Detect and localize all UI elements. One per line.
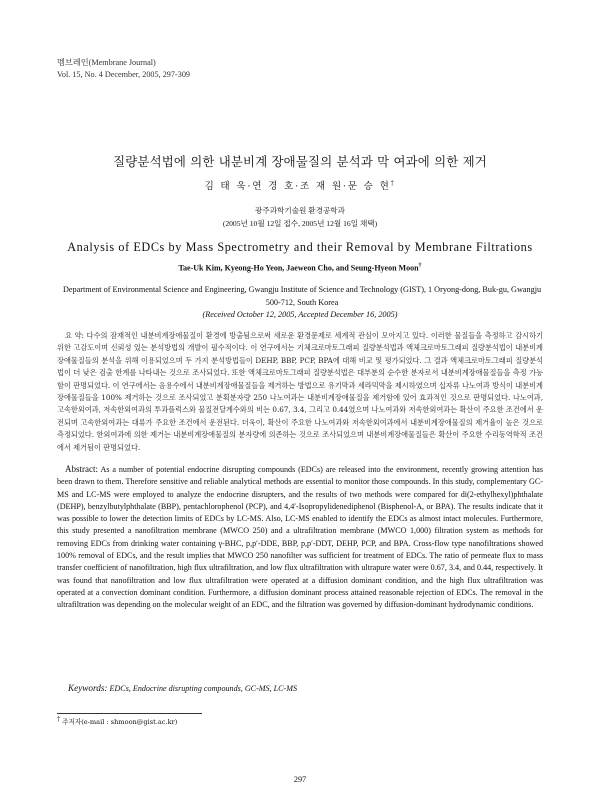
korean-author-names: 김 태 욱·연 경 호·조 재 원·문 승 현 [204, 181, 391, 192]
korean-abstract [57, 330, 543, 454]
page-number: 297 [293, 775, 307, 784]
korean-title: 질량분석법에 의한 내분비계 장애물질의 분석과 막 여과에 의한 제거 [113, 154, 487, 169]
english-authors [0, 263, 600, 273]
korean-abstract-label: 요 약: [65, 331, 84, 340]
korean-authors [0, 178, 600, 192]
keywords [68, 683, 297, 693]
korean-abstract-text: 다수의 잠재적인 내분비계장애물질이 환경에 방출됨으로써 새로운 환경문제로 세계적 관심이 모아지고 있다. 이러한 물질들을 측정하고 감시하기 위한 고감도이며 신뢰성 있는 분석방법의 개발이 필수적이다. 이 연구에서는 기체크로마토그래피 질량분석법과 액체크로마토그래피 질량분석법이 내분비계장애물질들의 분석을 위해 이용되었으며 두 가지 분석방법들이 DEHP, BBP, PCP, BPA에 대해 비교 및 평가되었다. 그 결과 액체크로마토그래피 질량분석법이 더 낮은 검출 한계를 나타내는 것으로 조사되었다. 또한 액체크로마토그래피 질량분석법은 대부분의 순수한 분자로서 내분비계장애물질들을 측정 가능함이 판명되었다. 이 연구에서는 음용수에서 내분비계장애물질들을 제거하는 방법으로 유기막과 세라믹막을 제시하였으며 십자류 나노여과 방식이 내분비계장애물질들을 100% 제거하는 것으로 조사되었고 분획분자량 250 나노여과는 내분비계장애물질을 제거함에 있어 효과적인 것으로 판명되었다. 나노여과, 고속한외여과, 저속한외여과의 투과플럭스와 물질전달계수와의 비는 0.67, 3.4, 그리고 0.44였으며 나노여과와 저속한외여과는 확산이 주요한 조건에서 운전되며 고속한외여과는 대류가 주요한 조건에서 운전된다. 더욱이, 확산이 주요한 나노여과와 저속한외여과에서 내분비계장애물질의 제거율이 높은 것으로 측정되었다. 한외여과에 의한 제거는 내분비계장애물질의 분자량에 의존하는 것으로 조사되었으며 내분비계장애물질들은 확산이 주요한 수리동역학적 조건에서 제거됨이 판명되었다. [57, 331, 543, 452]
english-abstract [57, 463, 543, 612]
footnote-divider [57, 713, 202, 714]
corresponding-mark: † [390, 179, 396, 187]
english-author-names: Tae-Uk Kim, Kyeong-Ho Yeon, Jaeweon Cho, and Seung-Hyeon Moon [178, 263, 419, 273]
footnote-mark: † [57, 716, 60, 723]
english-abstract-label: Abstract: [65, 464, 98, 474]
keywords-value: EDCs, Endocrine disrupting compounds, GC-MS, LC-MS [109, 684, 297, 693]
journal-volume: Vol. 15, No. 4 December, 2005, 297-309 [57, 70, 191, 79]
journal-name: 멤브레인(Membrane Journal) [57, 58, 156, 67]
footnote [57, 716, 177, 726]
corresponding-mark-en: † [418, 263, 422, 269]
english-title: Analysis of EDCs by Mass Spectrometry and their Removal by Membrane Filtrations [67, 240, 533, 254]
english-dates: (Received October 12, 2005, Accepted December 16, 2005) [202, 310, 398, 319]
korean-dates: (2005년 10월 12일 접수, 2005년 12월 16일 채택) [222, 219, 378, 228]
journal-header [57, 57, 190, 81]
keywords-label: Keywords: [68, 683, 108, 693]
korean-affiliation: 광주과학기술원 환경공학과 [255, 206, 345, 215]
footnote-text: 주저자(e-mail : shmoon@gist.ac.kr) [62, 718, 178, 727]
english-abstract-text: As a number of potential endocrine disrupting compounds (EDCs) are released into the environment, recently growing attention has been drawn to them. Therefore sensitive and reliable analytical methods are essential to monitor those compounds. In this study, complementary GC-MS and LC-MS were employed to analyze the endocrine disrupters, and the results of two methods were compared for di(2-ethylhexyl)phthalate (DEHP), benzylbutylphthalate (BBP), pentachlorophenol (PCP), and 4,4′-Isopropylidenediphenol (Bisphenol-A, or BPA). The results indicate that it was possible to lower the detection limits of EDCs by LC-MS. Also, LC-MS enabled to identify the EDCs as almost intact molecules. Furthermore, this study presented a nanofiltration membrane (MWCO 250) and a ultrafiltration membrane (MWCO 1,000) filtration system as methods for removing EDCs from drinking water containing γ-BHC, p,p′-DDE, BBP, p,p′-DDT, DEHP, PCP, and BPA. Cross-flow type nanofiltrations showed 100% removal of EDCs, and the result implies that MWCO 250 nanofilter was sufficient for treatment of EDCs. The ratio of permeate flux to mass transfer coefficient of nanofiltration, high flux ultrafiltration, and low flux ultrafiltration with ultrapure water were 0.67, 3.4, and 0.44, respectively. It was found that nanofiltration and low flux ultrafiltration were operated at a diffusion dominant condition, and the high flux ultrafiltration was operated at a convection dominant condition. Furthermore, a diffusion dominant process attained reasonable rejection of EDCs. The removal in the ultrafiltration was depending on the molecular weight of an EDC, and the filtration was governed by diffusion-dominant hydrodynamic conditions. [57, 465, 543, 610]
english-affiliation: Department of Environmental Science and Engineering, Gwangju Institute of Science and Technology (GIST), 1 Oryong-dong, Buk-gu, Gwangju 500-712, South Korea [62, 285, 542, 307]
